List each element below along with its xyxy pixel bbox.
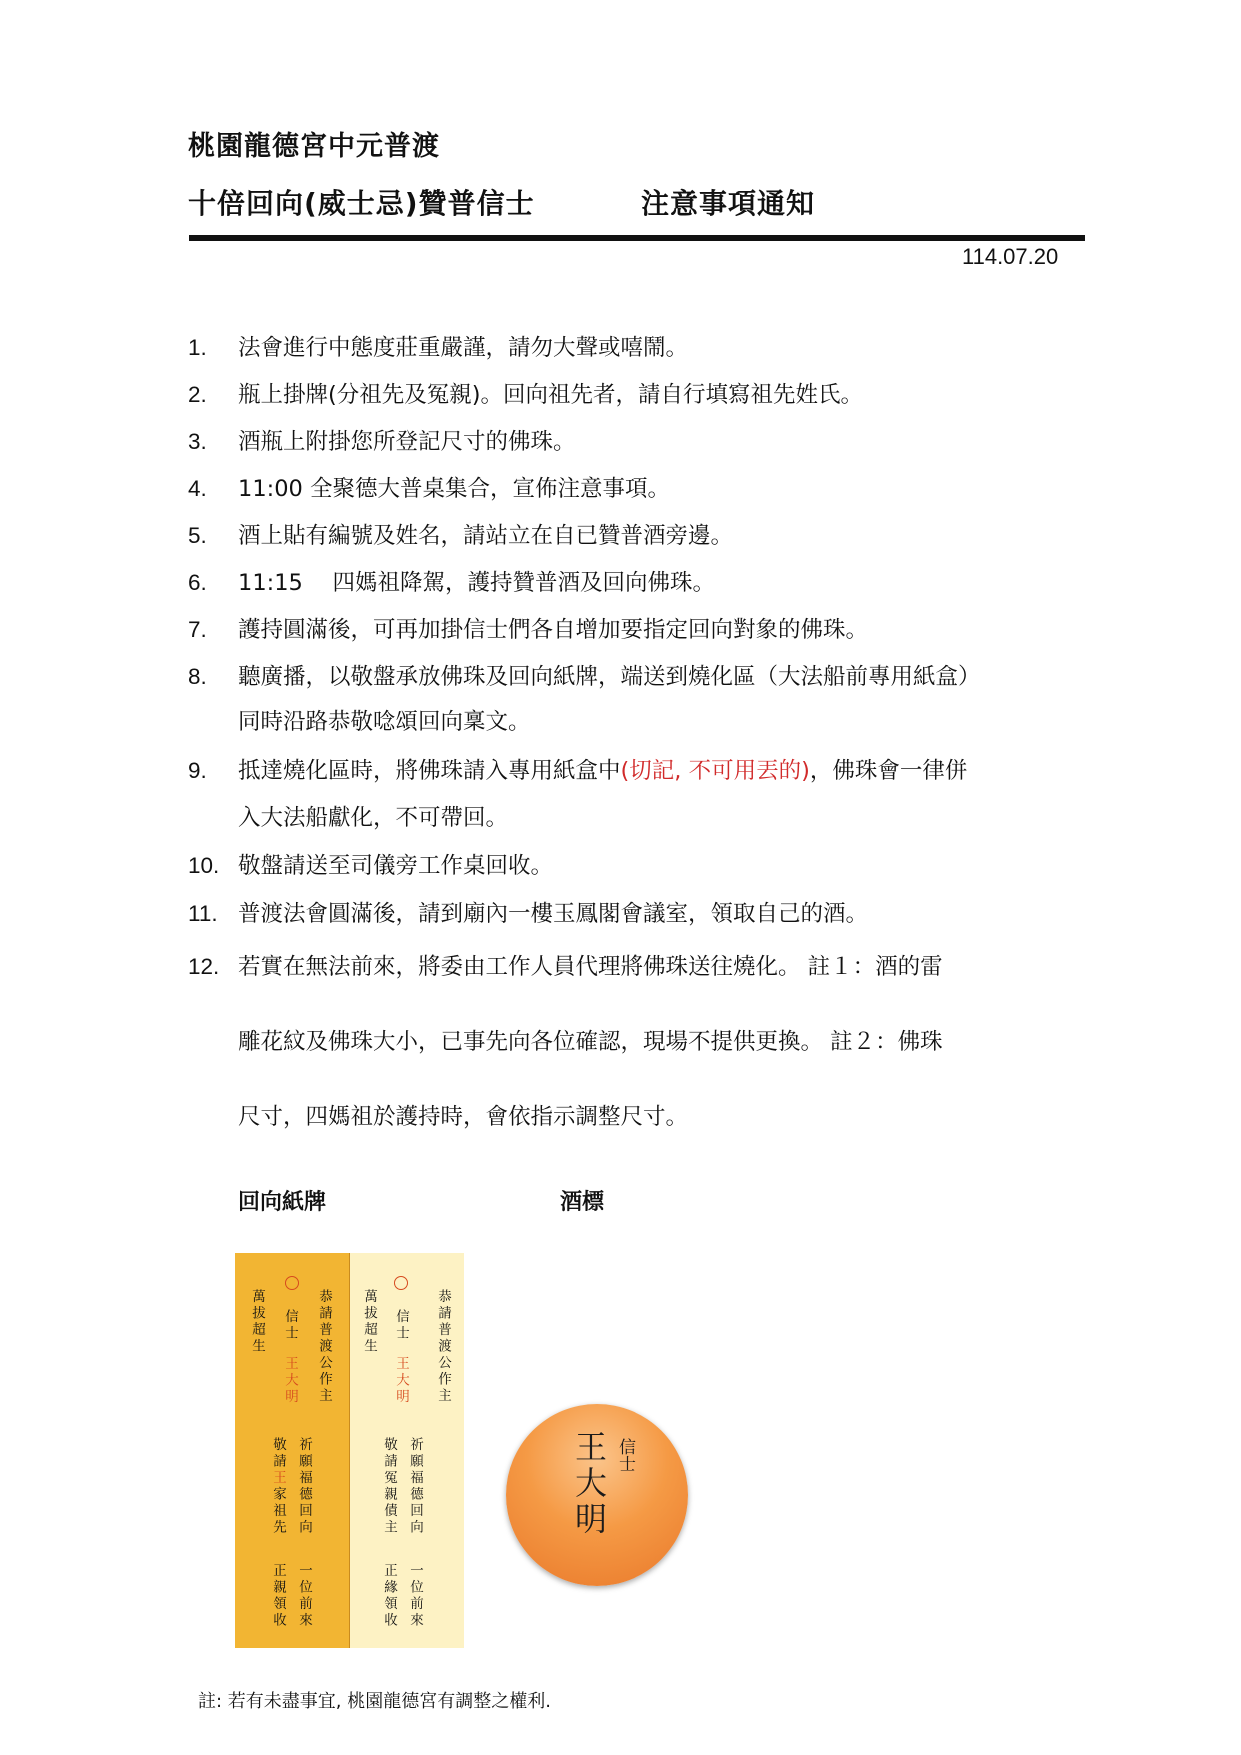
item-number: 2.	[188, 382, 207, 407]
item-text	[238, 756, 967, 786]
paper-plaque-label: 回向紙牌	[238, 1190, 327, 1215]
ancestor-surname: 王	[270, 1470, 286, 1487]
item-text-part: 抵達燒化區時，將佛珠請入專用紙盒中	[238, 758, 621, 784]
item-text: 雕花紋及佛珠大小，已事先向各位確認，現場不提供更換。 註２：佛珠	[238, 1029, 943, 1055]
item-number: 1.	[188, 335, 207, 360]
plaque-text-left: 萬拔超生	[361, 1289, 377, 1355]
plaque-text-left: 萬拔超生	[249, 1289, 265, 1355]
organization-title: 桃園龍德宮中元普渡	[188, 131, 440, 162]
plaque-text-bottom-left: 正親領收	[270, 1563, 286, 1629]
plaque-text-lower-left	[271, 1437, 285, 1536]
plaque-name: 王大明	[282, 1356, 298, 1406]
item-number: 11.	[188, 901, 218, 926]
item-text: 尺寸，四媽祖於護持時，會依指示調整尺寸。	[238, 1104, 689, 1130]
item-text: 酒上貼有編號及姓名，請站立在自已贊普酒旁邊。	[238, 523, 734, 549]
item-text-part: ，佛珠會一律併	[809, 758, 968, 784]
item-text: 法會進行中態度莊重嚴謹，請勿大聲或嘻鬧。	[238, 335, 689, 361]
item-number: 7.	[188, 617, 207, 642]
wine-label-name: 王大明	[570, 1430, 608, 1538]
item-text: 普渡法會圓滿後，請到廟內一樓玉鳳閣會議室，領取自己的酒。	[238, 901, 869, 927]
plaque-text-bottom-right: 一位前來	[407, 1563, 423, 1629]
plaque-text-bottom-right: 一位前來	[296, 1563, 312, 1629]
wine-label-label: 酒標	[560, 1190, 605, 1215]
plaque-title: 信士	[282, 1309, 298, 1342]
wine-label-sticker	[506, 1404, 688, 1586]
plaque-text-part: 家祖先	[270, 1486, 286, 1536]
item-number: 9.	[188, 758, 207, 783]
item-text: 瓶上掛牌(分祖先及冤親)。回向祖先者，請自行填寫祖先姓氏。	[238, 382, 864, 408]
plaque-text-bottom-left: 正緣領收	[381, 1563, 397, 1629]
page-subtitle: 注意事項通知	[641, 187, 816, 220]
plaque-name: 王大明	[393, 1356, 409, 1406]
plaque-text-lower-left: 敬請冤親債主	[381, 1437, 397, 1536]
plaque-text-lower-right: 祈願福德回向	[407, 1437, 423, 1536]
item-text: 同時沿路恭敬唸頌回向稟文。	[238, 709, 531, 735]
item-text: 若實在無法前來，將委由工作人員代理將佛珠送往燒化。 註１：酒的雷	[238, 954, 943, 980]
item-number: 5.	[188, 523, 207, 548]
item-text: 11:15 四媽祖降駕，護持贊普酒及回向佛珠。	[238, 570, 715, 596]
warning-text: (切記, 不可用丟的)	[620, 758, 810, 784]
footnote: 註: 若有未盡事宜, 桃園龍德宮有調整之權利.	[198, 1691, 551, 1712]
plaque-text-center	[394, 1309, 408, 1406]
document-date: 114.07.20	[962, 244, 1059, 269]
item-text: 11:00 全聚德大普桌集合，宣佈注意事項。	[238, 476, 670, 502]
plaque-text-center	[283, 1309, 297, 1406]
header-divider	[189, 235, 1085, 241]
plaque-text-right: 恭請普渡公作主	[435, 1289, 451, 1405]
item-text: 護持圓滿後，可再加掛信士們各自增加要指定回向對象的佛珠。	[238, 617, 869, 643]
plaque-text-lower-right: 祈願福德回向	[296, 1437, 312, 1536]
item-number: 10.	[188, 853, 220, 878]
item-number: 6.	[188, 570, 207, 595]
creditor-plaque	[350, 1253, 464, 1648]
item-number: 12.	[188, 954, 220, 979]
item-text: 敬盤請送至司儀旁工作桌回收。	[238, 853, 554, 879]
plaque-ring-icon	[394, 1276, 408, 1290]
wine-label-title: 信士	[615, 1438, 635, 1472]
plaque-text-right: 恭請普渡公作主	[316, 1289, 332, 1405]
item-number: 4.	[188, 476, 207, 501]
item-number: 8.	[188, 664, 207, 689]
page-title: 十倍回向(威士忌)贊普信士	[188, 187, 535, 220]
plaque-text-part: 敬請	[270, 1437, 286, 1470]
item-text: 聽廣播，以敬盤承放佛珠及回向紙牌，端送到燒化區（大法船前專用紙盒）	[238, 664, 981, 690]
item-text: 酒瓶上附掛您所登記尺寸的佛珠。	[238, 429, 576, 455]
plaque-title: 信士	[393, 1309, 409, 1342]
item-text: 入大法船獻化，不可帶回。	[238, 805, 509, 831]
item-number: 3.	[188, 429, 207, 454]
plaque-ring-icon	[285, 1276, 299, 1290]
ancestor-plaque	[235, 1253, 351, 1648]
